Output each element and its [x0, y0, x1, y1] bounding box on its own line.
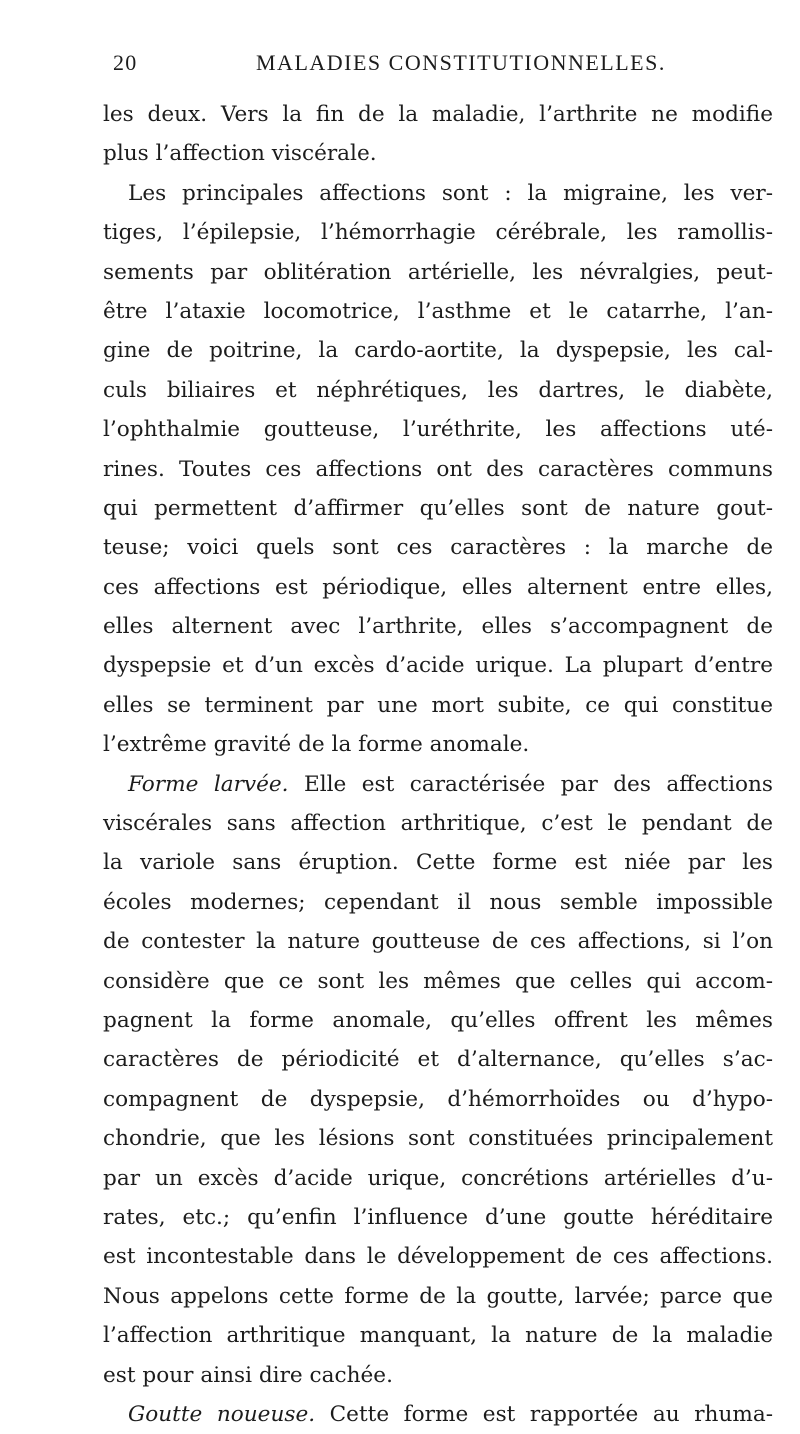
text-line: chondrie, que les lésions sont constituées principalement [103, 1126, 773, 1152]
text-line: culs biliaires et néphrétiques, les dartres, le diabète, [103, 377, 773, 403]
text-line: l’ophthalmie goutteuse, l’uréthrite, les affections uté- [103, 417, 773, 443]
section-heading-goutte-noueuse: Goutte noueuse. [128, 1401, 316, 1427]
text-line: considère que ce sont les mêmes que celles qui accom- [103, 968, 773, 994]
text-line: caractères de périodicité et d’alternance, qu’elles s’ac- [103, 1047, 773, 1073]
text-line: est incontestable dans le développement de ces affections. [103, 1244, 773, 1270]
text-line: Nous appelons cette forme de la goutte, larvée; parce que [103, 1283, 773, 1309]
text-line: est pour ainsi dire cachée. [103, 1362, 393, 1388]
body-text [103, 95, 773, 1434]
text-line: elles se terminent par une mort subite, ce qui constitue [103, 692, 773, 718]
text-line: rines. Toutes ces affections ont des caractères communs [103, 456, 773, 482]
text-line: tiges, l’épilepsie, l’hémorrhagie cérébrale, les ramollis- [103, 220, 773, 246]
text-line: gine de poitrine, la cardo-aortite, la dyspepsie, les cal- [103, 338, 773, 364]
text-line: compagnent de dyspepsie, d’hémorrhoïdes ou d’hypo- [103, 1086, 773, 1112]
page-number: 20 [113, 50, 138, 75]
text-line: être l’ataxie locomotrice, l’asthme et le catarrhe, l’an- [103, 298, 773, 324]
text-line: dyspepsie et d’un excès d’acide urique. La plupart d’entre [103, 653, 773, 679]
text-line: de contester la nature goutteuse de ces affections, si l’on [103, 929, 773, 955]
text-line: par un excès d’acide urique, concrétions artérielles d’u- [103, 1165, 773, 1191]
paragraph-start-line: Les principales affections sont : la migraine, les ver- [128, 180, 773, 206]
text-line: la variole sans éruption. Cette forme est niée par les [103, 850, 773, 876]
text-line: l’affection arthritique manquant, la nature de la maladie [103, 1323, 773, 1349]
text-line: pagnent la forme anomale, qu’elles offrent les mêmes [103, 1007, 773, 1033]
text-line: les deux. Vers la fin de la maladie, l’arthrite ne modifie [103, 102, 773, 127]
section-heading-line: Goutte noueuse. Cette forme est rapportée au rhuma- [128, 1401, 773, 1427]
running-title: MALADIES CONSTITUTIONNELLES. [256, 50, 666, 75]
text-line: elles alternent avec l’arthrite, elles s’accompagnent de [103, 614, 773, 640]
text-line: plus l’affection viscérale. [103, 141, 377, 167]
text-line: l’extrême gravité de la forme anomale. [103, 732, 530, 758]
text-line: écoles modernes; cependant il nous semble impossible [103, 889, 773, 915]
text-line: ces affections est périodique, elles alternent entre elles, [103, 574, 773, 600]
text-line: teuse; voici quels sont ces caractères : la marche de [103, 535, 773, 561]
text-line: qui permettent d’affirmer qu’elles sont de nature gout- [103, 495, 773, 521]
section-heading-forme-larvee: Forme larvée. [128, 771, 289, 797]
section-heading-line: Forme larvée. Elle est caractérisée par des affections [128, 771, 773, 797]
text-line: viscérales sans affection arthritique, c’est le pendant de [103, 811, 773, 837]
running-head [113, 50, 771, 86]
text-line: sements par oblitération artérielle, les névralgies, peut- [103, 259, 773, 285]
text-line: rates, etc.; qu’enfin l’influence d’une goutte héréditaire [103, 1204, 773, 1230]
